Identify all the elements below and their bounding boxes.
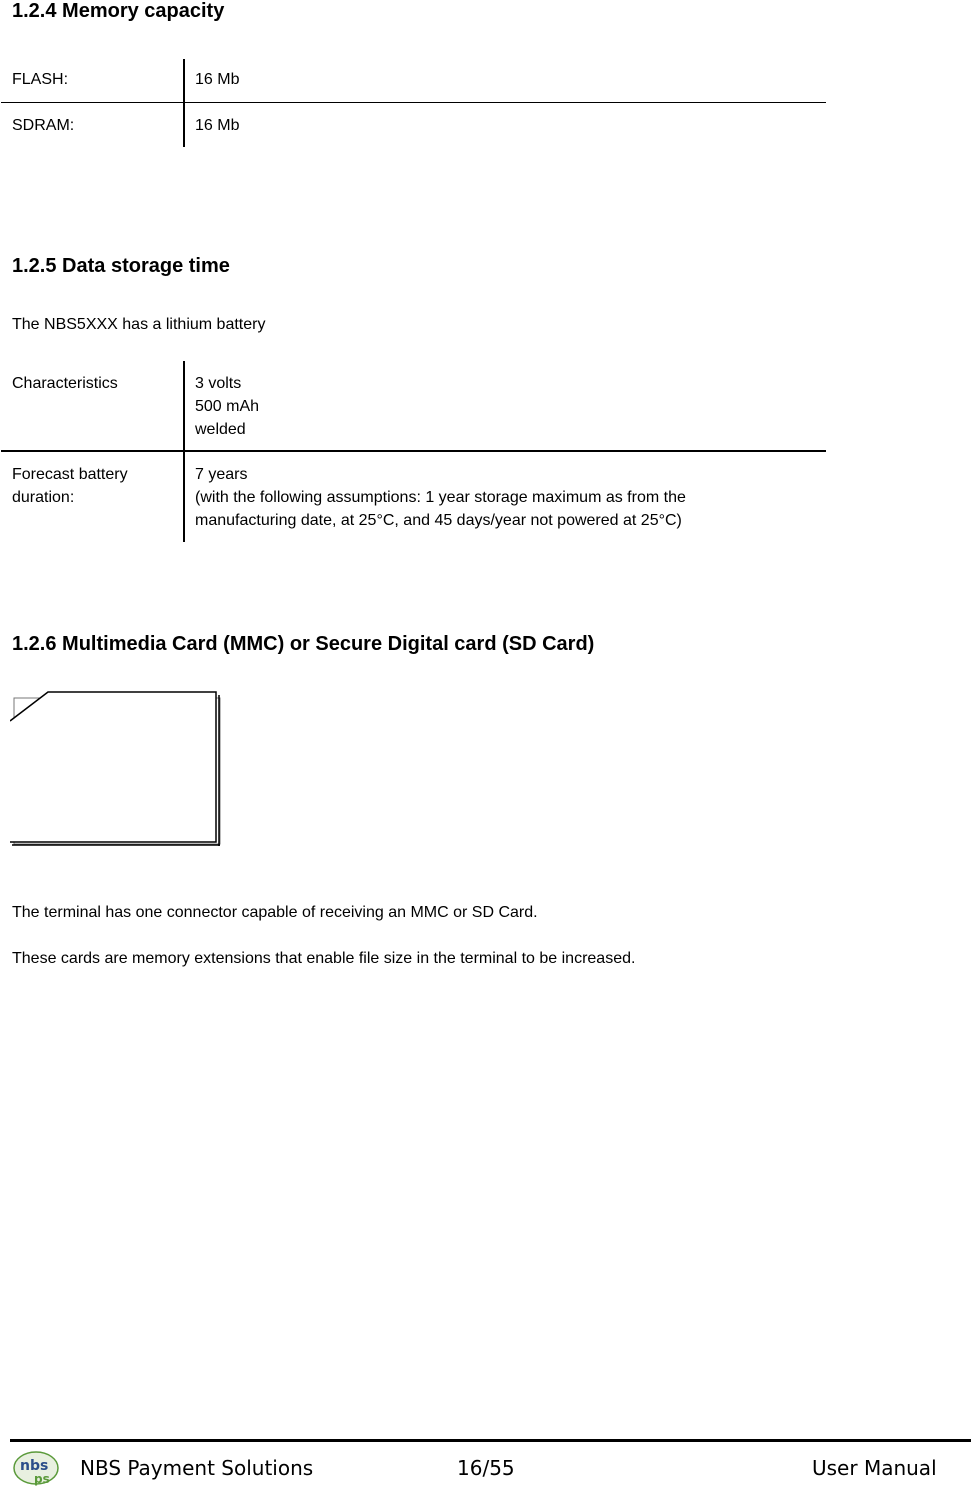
footer-divider: [10, 1439, 971, 1442]
battery-table: [1, 361, 826, 542]
forecast-label-line-1: Forecast battery: [12, 466, 128, 483]
battery-forecast-values: [184, 451, 826, 542]
battery-label-characteristics: Characteristics: [1, 361, 184, 451]
card-paragraph-1: The terminal has one connector capable of receiving an MMC or SD Card.: [12, 904, 538, 921]
heading-memory-capacity: 1.2.4 Memory capacity: [12, 0, 225, 22]
memory-value-flash: 16 Mb: [184, 59, 826, 102]
logo-text-top: nbs: [20, 1458, 49, 1474]
memory-table: [1, 59, 826, 147]
forecast-assumptions-2: manufacturing date, at 25°C, and 45 days/year not powered at 25°C): [195, 512, 682, 529]
sd-card-outline: [10, 692, 216, 842]
memory-label-sdram: SDRAM:: [1, 102, 184, 147]
footer-doc-type: User Manual: [812, 1456, 937, 1480]
sd-card-illustration: [10, 690, 224, 856]
heading-data-storage-time: 1.2.5 Data storage time: [12, 255, 230, 277]
battery-capacity: 500 mAh: [195, 398, 260, 415]
card-paragraph-2: These cards are memory extensions that enable file size in the terminal to be increased.: [12, 950, 636, 967]
memory-label-flash: FLASH:: [1, 59, 184, 102]
forecast-label-line-2: duration:: [12, 489, 75, 506]
memory-value-sdram: 16 Mb: [195, 116, 240, 134]
battery-intro: The NBS5XXX has a lithium battery: [12, 316, 266, 333]
battery-label-forecast: [1, 451, 184, 542]
battery-characteristics-values: [184, 361, 826, 451]
nbs-logo: [12, 1450, 60, 1486]
forecast-years: 7 years: [195, 466, 248, 483]
footer-company: NBS Payment Solutions: [80, 1456, 314, 1480]
table-row: [1, 102, 826, 147]
logo-text-bottom: ps: [34, 1472, 50, 1486]
heading-multimedia-card: 1.2.6 Multimedia Card (MMC) or Secure Digital card (SD Card): [12, 633, 595, 655]
battery-mount: welded: [195, 421, 246, 438]
table-row: [1, 59, 826, 102]
battery-voltage: 3 volts: [195, 375, 242, 392]
forecast-assumptions-1: (with the following assumptions: 1 year storage maximum as from the: [195, 489, 686, 506]
table-row: [1, 361, 826, 451]
footer-page-number: 16/55: [457, 1456, 515, 1480]
table-row: [1, 451, 826, 542]
